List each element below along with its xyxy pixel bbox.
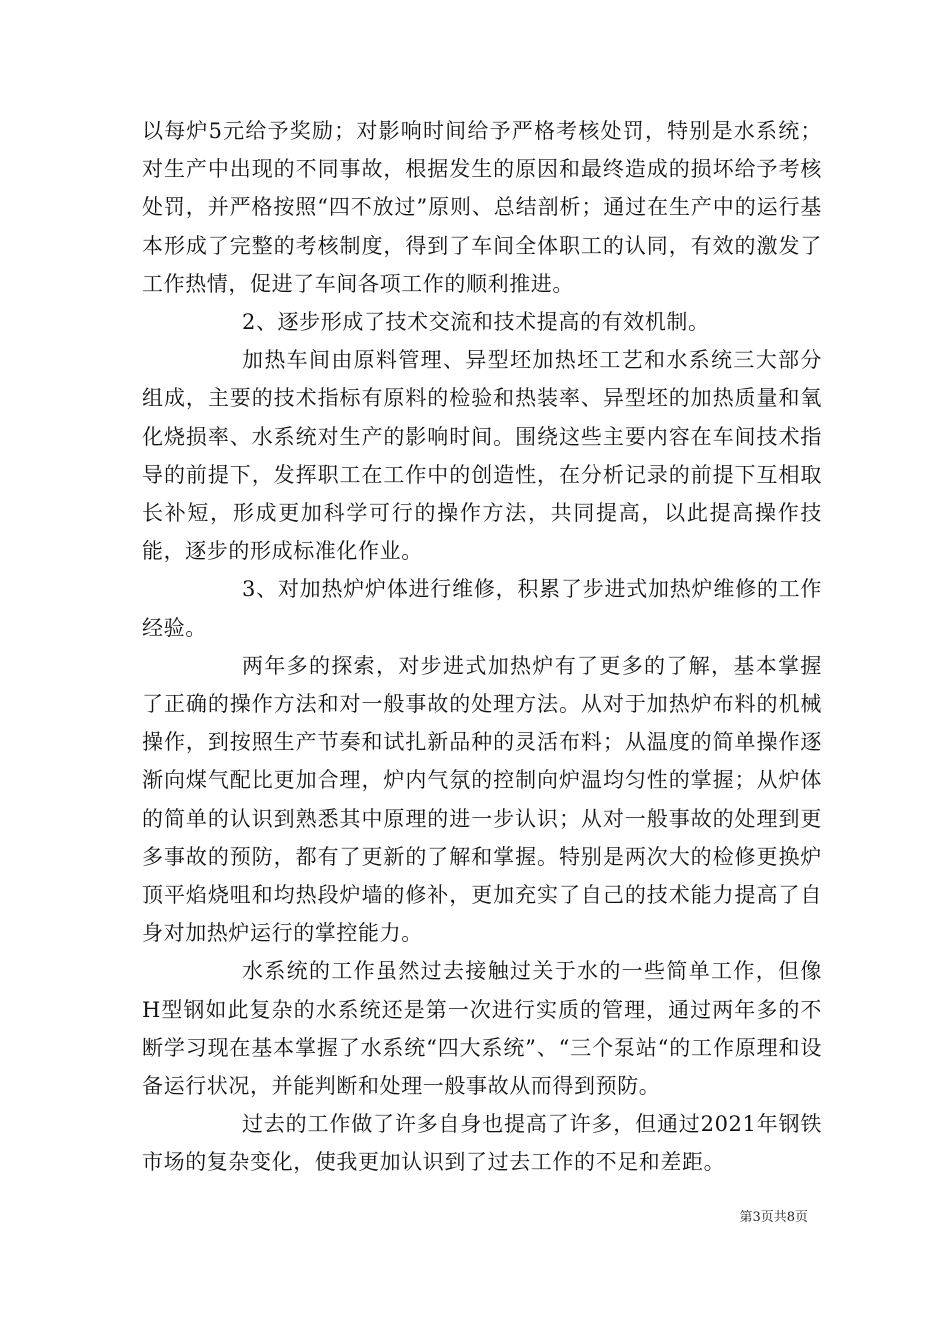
paragraph-heating-workshop: 加热车间由原料管理、异型坯加热坯工艺和水系统三大部分组成，主要的技术指标有原料的检验和热装率、异型坯的加热质量和氧化烧损率、水系统对生产的影响时间。围绕这些主要内容在车间技术指导的前提下，发挥职工在工作中的创造性，在分析记录的前提下互相取长补短，形成更加科学可行的操作方法，共同提高，以此提高操作技能，逐步的形成标准化作业。 [142,348,822,564]
paragraph-shortcomings: 过去的工作做了许多自身也提高了许多，但通过2021年钢铁市场的复杂变化，使我更加认识到了过去工作的不足和差距。 [142,1112,822,1175]
section-heading-furnace-maintenance: 3、对加热炉炉体进行维修，积累了步进式加热炉维修的工作经验。 [142,577,822,640]
document-body [142,112,822,1182]
section-heading-technical-exchange: 2、逐步形成了技术交流和技术提高的有效机制。 [242,310,710,335]
paragraph-water-system: 水系统的工作虽然过去接触过关于水的一些简单工作，但像H型钢如此复杂的水系统还是第一次进行实质的管理，通过两年多的不断学习现在基本掌握了水系统“四大系统”、“三个泵站“的工作原理和设备运行状况，并能判断和处理一般事故从而得到预防。 [142,959,822,1099]
page-number-footer: 第3页共8页 [739,1210,808,1225]
paragraph-furnace-experience: 两年多的探索，对步进式加热炉有了更多的了解，基本掌握了正确的操作方法和对一般事故的处理方法。从对于加热炉布料的机械操作，到按照生产节奏和试扎新品种的灵活布料；从温度的简单操作逐渐向煤气配比更加合理，炉内气氛的控制向炉温均匀性的掌握；从炉体的简单的认识到熟悉其中原理的进一步认识；从对一般事故的处理到更多事故的预防，都有了更新的了解和掌握。特别是两次大的检修更换炉顶平焰烧咀和均热段炉墙的修补，更加充实了自己的技术能力提高了自身对加热炉运行的掌控能力。 [142,653,822,946]
paragraph-assessment-system: 以每炉5元给予奖励；对影响时间给予严格考核处罚，特别是水系统；对生产中出现的不同事故，根据发生的原因和最终造成的损坏给予考核处罚，并严格按照“四不放过”原则、总结剖析；通过在生产中的运行基本形成了完整的考核制度，得到了车间全体职工的认同，有效的激发了工作热情，促进了车间各项工作的顺利推进。 [142,119,822,296]
